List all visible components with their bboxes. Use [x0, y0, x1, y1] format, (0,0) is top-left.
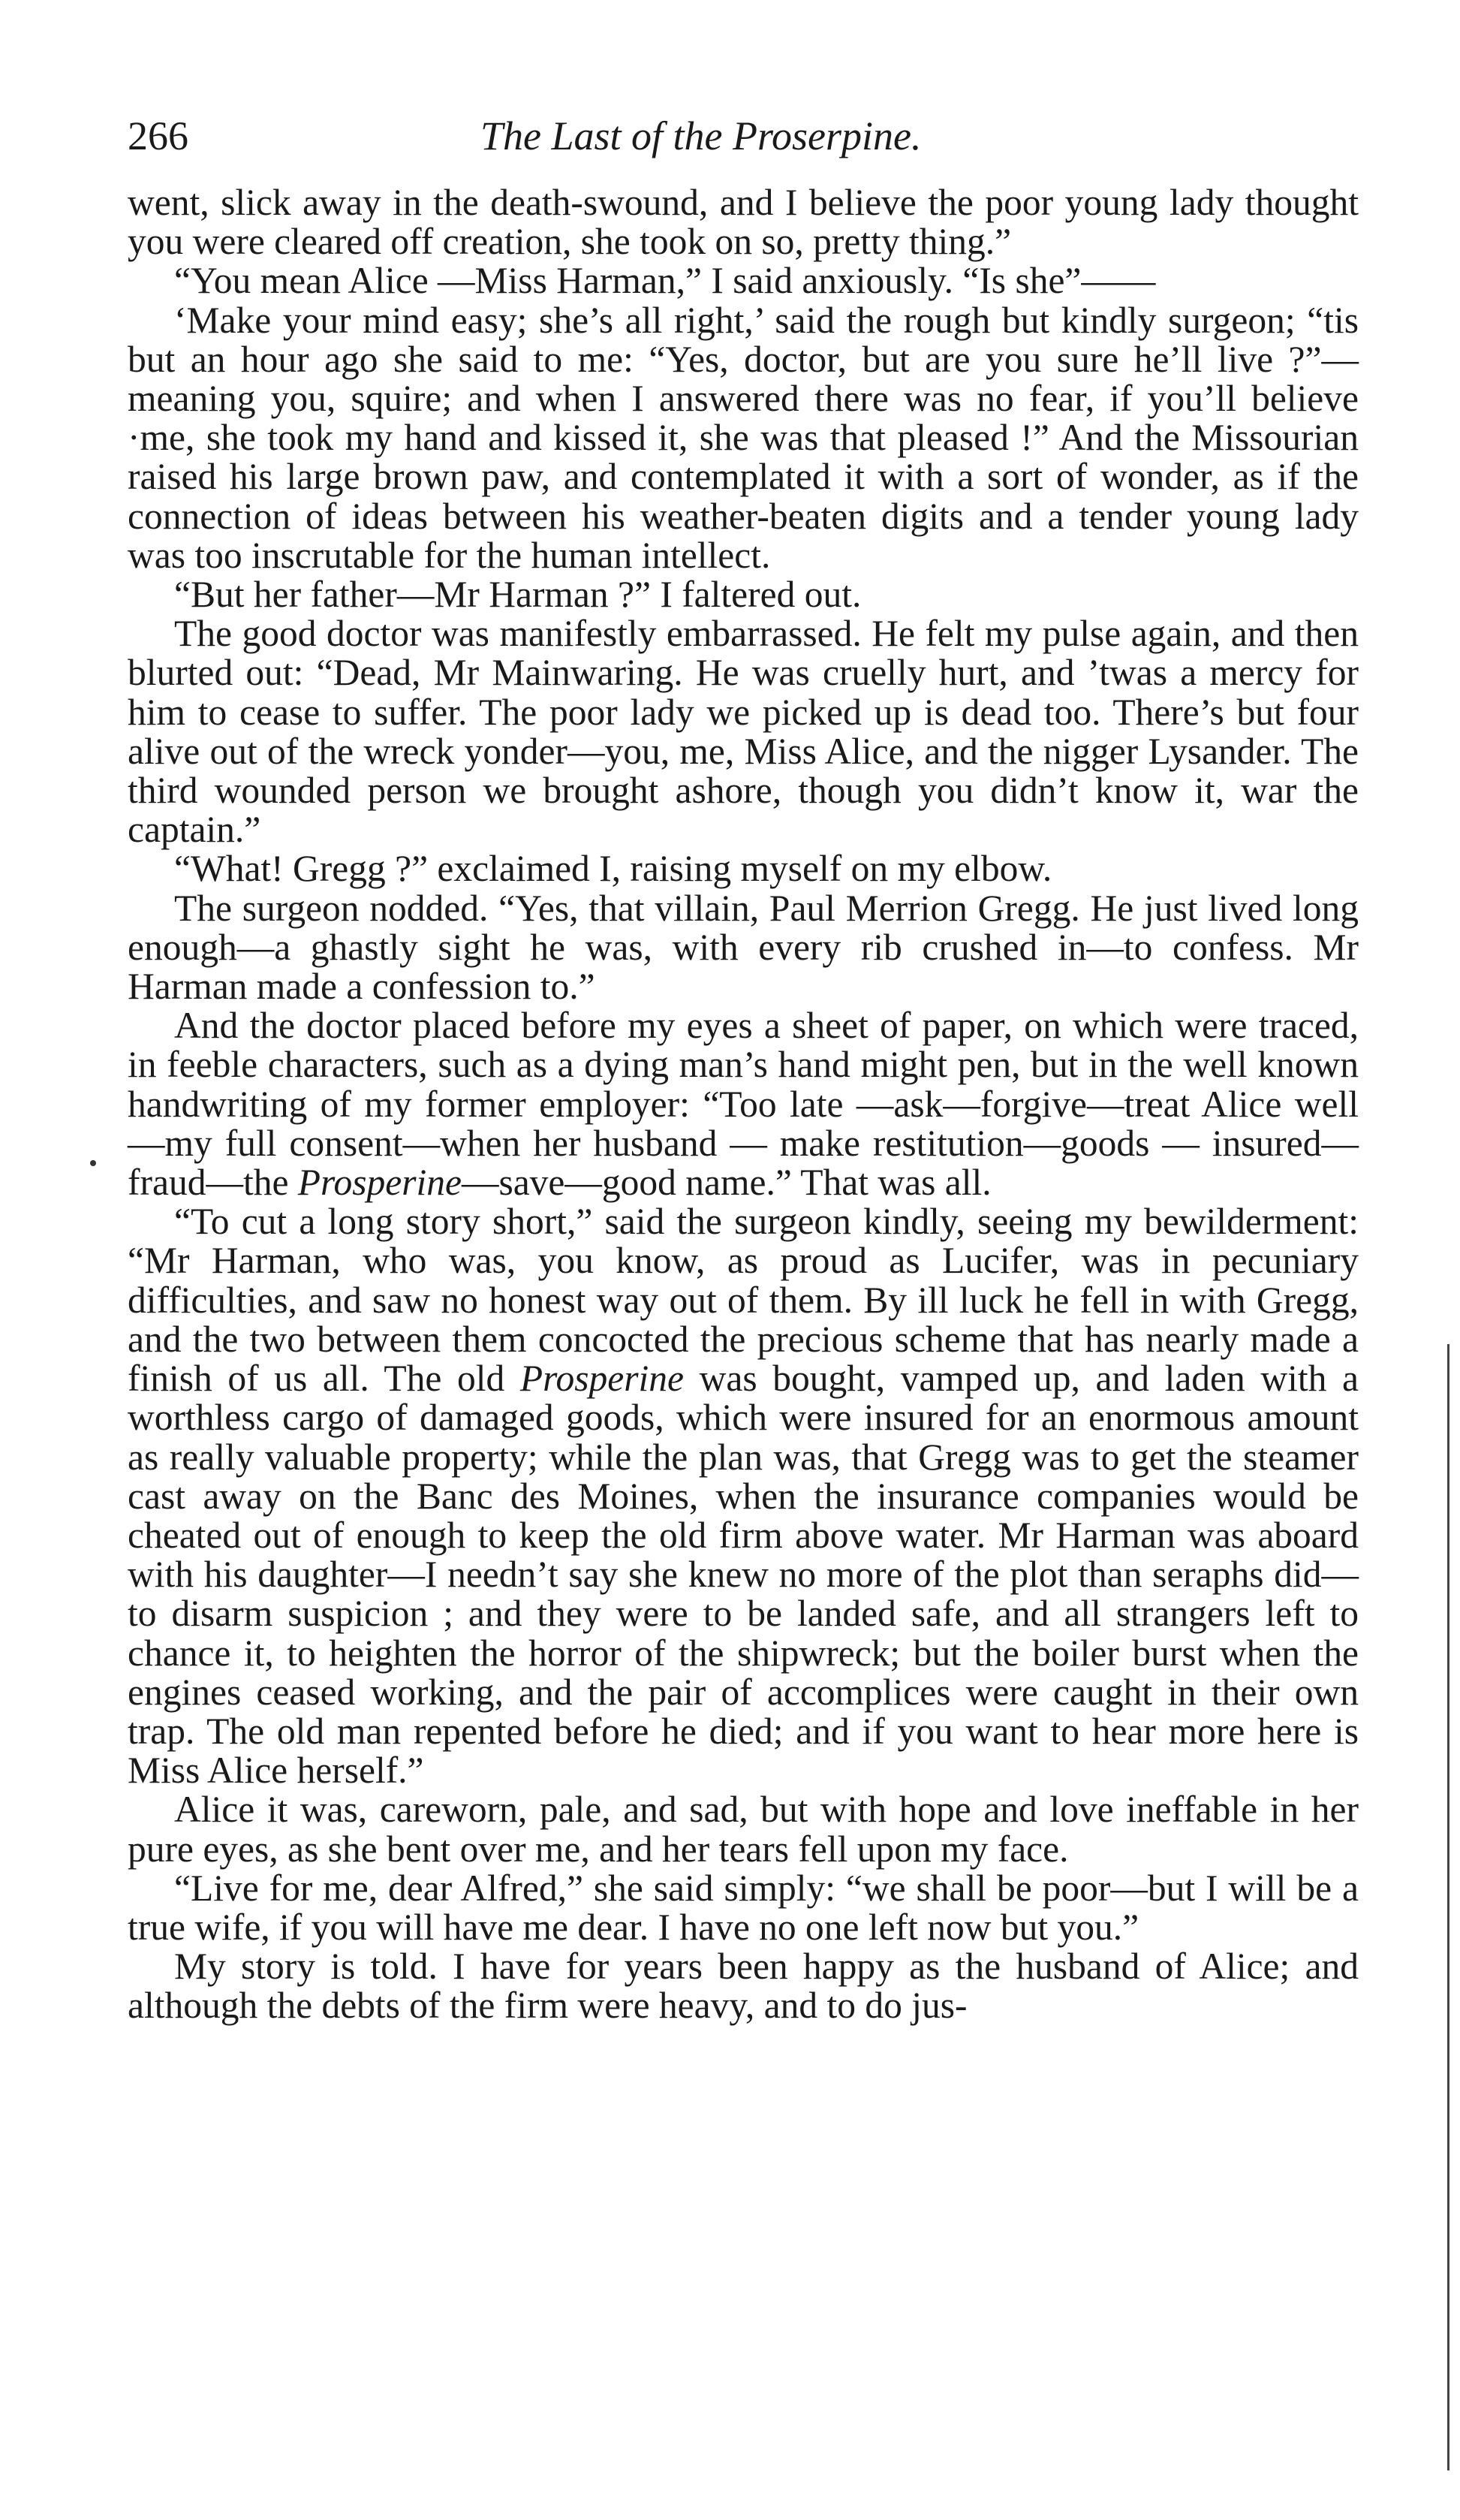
text-run: was bought, vamped up, and laden with a worthless cargo of damaged goods, which were insured for an enormous amount as really valuable property; while the plan was, that Gregg was to get the steamer cast away on the Banc des Moines, when the insurance companies would be cheated out of enough to keep the old firm above water. Mr Harman was aboard with his daughter—I needn’t say she knew no more of the plot than seraphs did—to disarm suspicion ; and they were to be landed safe, and all strangers left to chance it, to heighten the horror of the shipwreck; but the boiler burst when the engines ceased working, and the pair of accomplices were caught in their own trap. The old man repented before he died; and if you want to hear more here is Miss Alice herself.”: [128, 1358, 1359, 1792]
margin-mark: [90, 1160, 96, 1166]
text-run: And the doctor placed before my eyes a sheet of paper, on which were traced, in feeble characters, such as a dying man’s hand might pen, but in the well known handwriting of my former employer: “Too late —ask—forgive—treat Alice well—my full consent—when her husband — make restitution—goods — insured—fraud—the: [128, 1005, 1359, 1204]
body-text: [128, 183, 1359, 2026]
text-run: The surgeon nodded. “Yes, that villain, Paul Merrion Gregg. He just lived long enough—a ghastly sight he was, with every rib crushed in—to confess. Mr Harman made a confession to.”: [128, 887, 1359, 1008]
text-run: went, slick away in the death-swound, and I believe the poor young lady thought you were cleared off creation, she took on so, pretty thing.”: [128, 182, 1359, 263]
page-edge-rule: [1447, 1344, 1449, 2470]
text-run: —save—good name.” That was all.: [461, 1162, 992, 1204]
text-run: My story is told. I have for years been happy as the husband of Alice; and although the debts of the firm were heavy, and to do jus-: [128, 1946, 1359, 2027]
italic-ship-name: Prosperine: [297, 1162, 462, 1204]
text-run: “But her father—Mr Harman ?” I faltered out.: [174, 574, 862, 616]
paragraph: [128, 849, 1359, 888]
text-run: The good doctor was manifestly embarrassed. He felt my pulse again, and then blurted out: “Dead, Mr Mainwaring. He was cruelly hurt, and ’twas a mercy for him to cease to suffer. The poor lady we picked up is dead too. There’s but four alive out of the wreck yonder—you, me, Miss Alice, and the nigger Lysander. The third wounded person we brought ashore, though you didn’t know it, war the captain.”: [128, 613, 1359, 851]
text-run: “What! Gregg ?” exclaimed I, raising myself on my elbow.: [174, 848, 1052, 890]
paragraph: [128, 1202, 1359, 1790]
paragraph: [128, 1790, 1359, 1868]
text-run: “Live for me, dear Alfred,” she said simply: “we shall be poor—but I will be a true wife, if you will have me dear. I have no one left now but you.”: [128, 1867, 1359, 1948]
text-run: “To cut a long story short,” said the surgeon kindly, seeing my bewilderment: “Mr Harman, who was, you know, as proud as Lucifer, was in pecuniary difficulties, and saw no honest way out of them. By ill luck he fell in with Gregg, and the two between them concocted the precious scheme that has nearly made a finish of us all. The old: [128, 1201, 1359, 1400]
paragraph: [128, 1869, 1359, 1947]
text-run: Alice it was, careworn, pale, and sad, but with hope and love ineffable in her pure eyes, as she bent over me, and her tears fell upon my face.: [128, 1789, 1359, 1870]
page-header: [128, 113, 1359, 168]
paragraph: [128, 575, 1359, 614]
paragraph: [128, 614, 1359, 849]
paragraph: [128, 1006, 1359, 1202]
running-title: The Last of the Proserpine.: [480, 113, 922, 158]
paragraph: [128, 889, 1359, 1007]
page: [128, 113, 1359, 2026]
paragraph: [128, 1947, 1359, 2025]
page-number: 266: [128, 113, 188, 158]
text-run: “You mean Alice —Miss Harman,” I said anxiously. “Is she”——: [174, 260, 1156, 302]
paragraph: [128, 183, 1359, 261]
text-run: ‘Make your mind easy; she’s all right,’ said the rough but kindly surgeon; “tis but an hour ago she said to me: “Yes, doctor, but are you sure he’ll live ?”—meaning you, squire; and when I answered there was no fear, if you’ll believe ·me, she took my hand and kissed it, she was that pleased !” And the Missourian raised his large brown paw, and contemplated it with a sort of wonder, as if the connection of ideas between his weather-beaten digits and a tender young lady was too inscrutable for the human intellect.: [128, 299, 1359, 576]
paragraph: [128, 301, 1359, 575]
italic-ship-name: Prosperine: [519, 1358, 684, 1400]
paragraph: [128, 261, 1359, 300]
